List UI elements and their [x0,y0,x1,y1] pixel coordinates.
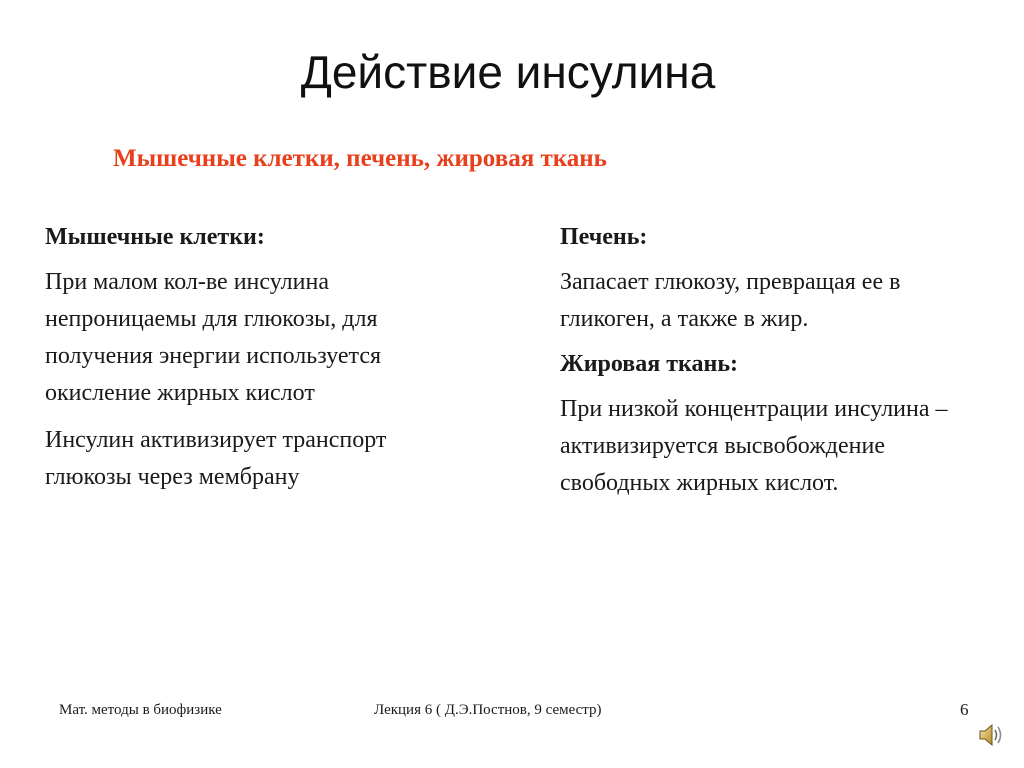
right-column [560,220,980,502]
muscle-heading: Мышечные клетки: [45,224,265,250]
liver-heading: Печень: [560,224,648,250]
left-column [45,220,415,496]
page-number: 6 [960,700,969,719]
speaker-icon[interactable] [976,720,1006,750]
slide-title: Действие инсулина [300,46,716,98]
fat-heading: Жировая ткань: [560,351,739,377]
speaker-icon-graphic [976,720,1006,750]
footer-lecture: Лекция 6 ( Д.Э.Постнов, 9 семестр) [374,702,602,718]
muscle-paragraph-2: Инсулин активизирует транспорт глюкозы через мембрану [45,427,387,490]
liver-paragraph: Запасает глюкозу, превращая ее в гликоген, а также в жир. [560,269,901,332]
footer-course: Мат. методы в биофизике [59,702,222,718]
muscle-paragraph-1: При малом кол-ве инсулина непроницаемы для глюкозы, для получения энергии используется окисление жирных кислот [45,269,382,406]
slide-subtitle: Мышечные клетки, печень, жировая ткань [113,145,607,172]
fat-paragraph: При низкой концентрации инсулина – активизируется высвобождение свободных жирных кислот. [560,396,948,496]
